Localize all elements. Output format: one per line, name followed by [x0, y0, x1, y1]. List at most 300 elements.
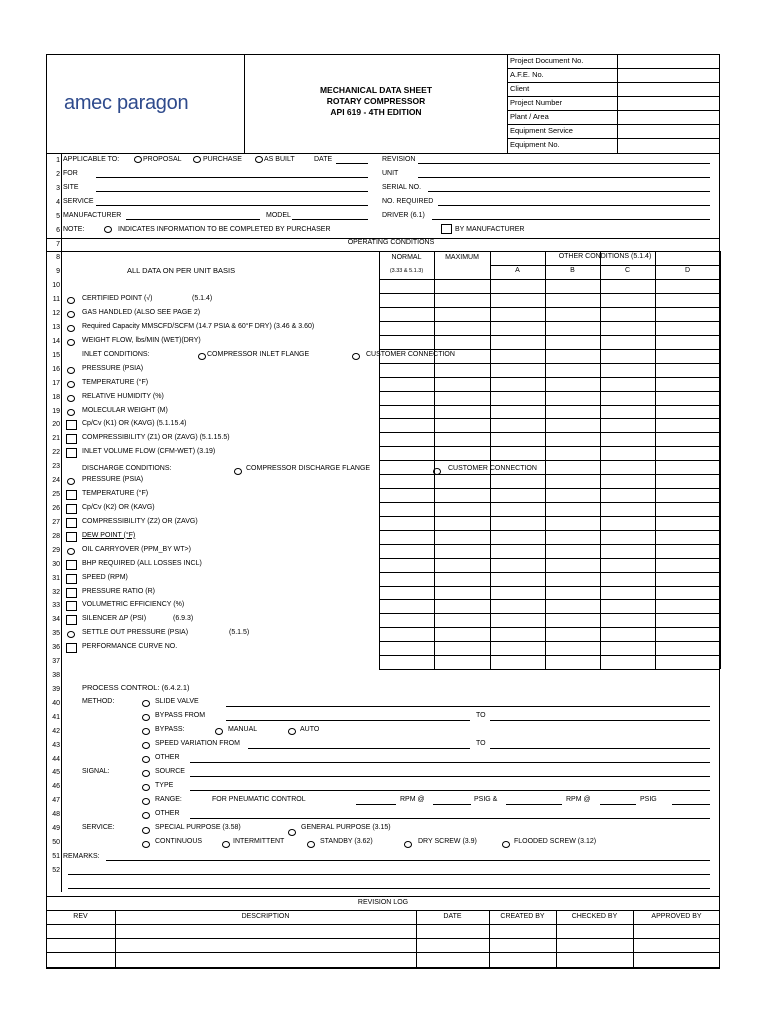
- as-built-radio[interactable]: [255, 156, 263, 163]
- data-cell[interactable]: [546, 587, 600, 599]
- discharge-customer-label: CUSTOMER CONNECTION: [448, 465, 537, 472]
- data-cell[interactable]: [435, 294, 490, 306]
- data-cell[interactable]: [491, 475, 545, 487]
- data-cell[interactable]: [546, 628, 600, 640]
- data-cell[interactable]: [491, 489, 545, 501]
- manufacturer-indicator-icon[interactable]: [66, 448, 77, 458]
- data-cell[interactable]: [601, 280, 655, 292]
- data-cell[interactable]: [546, 378, 600, 390]
- data-cell[interactable]: [435, 364, 490, 376]
- proposal-label: PROPOSAL: [143, 156, 182, 163]
- data-cell[interactable]: [601, 419, 655, 431]
- data-cell[interactable]: [380, 280, 434, 292]
- continuous-radio[interactable]: [142, 841, 150, 848]
- data-cell[interactable]: [491, 364, 545, 376]
- data-cell[interactable]: [546, 573, 600, 585]
- range-rpm-2-field[interactable]: [506, 804, 562, 805]
- data-cell[interactable]: [380, 628, 434, 640]
- date-label: DATE: [314, 156, 333, 163]
- data-cell[interactable]: [435, 559, 490, 571]
- data-cell[interactable]: [601, 475, 655, 487]
- serial-no-field[interactable]: [428, 191, 710, 192]
- data-cell[interactable]: [435, 308, 490, 320]
- data-cell[interactable]: [380, 587, 434, 599]
- title-line: ROTARY COMPRESSOR: [326, 96, 426, 106]
- line-number: 33: [52, 602, 60, 610]
- data-cell[interactable]: [601, 336, 655, 348]
- line-number: 9: [56, 268, 60, 276]
- revision-log-cell[interactable]: [417, 939, 489, 952]
- data-cell[interactable]: [601, 433, 655, 445]
- source-field[interactable]: [190, 776, 710, 777]
- data-cell[interactable]: [435, 600, 490, 612]
- data-cell[interactable]: [435, 280, 490, 292]
- data-cell[interactable]: [380, 531, 434, 543]
- date-field[interactable]: [336, 163, 368, 164]
- manual-label: MANUAL: [228, 726, 258, 733]
- data-cell[interactable]: [491, 559, 545, 571]
- data-cell[interactable]: [601, 656, 655, 668]
- manufacturer-indicator-icon[interactable]: [66, 532, 77, 542]
- data-cell[interactable]: [601, 503, 655, 515]
- data-cell[interactable]: [491, 392, 545, 404]
- data-cell[interactable]: [601, 628, 655, 640]
- line-number: 39: [52, 685, 60, 693]
- data-cell[interactable]: [491, 600, 545, 612]
- special-purpose-radio[interactable]: [142, 827, 150, 834]
- manufacturer-indicator-icon[interactable]: [66, 588, 77, 598]
- revision-field[interactable]: [418, 163, 710, 164]
- data-cell[interactable]: [380, 322, 434, 334]
- data-cell[interactable]: [380, 378, 434, 390]
- data-cell[interactable]: [380, 392, 434, 404]
- data-cell[interactable]: [601, 406, 655, 418]
- bypass-label: BYPASS:: [155, 726, 185, 733]
- revision-log-cell[interactable]: [47, 939, 115, 952]
- data-cell[interactable]: [546, 336, 600, 348]
- line-number: 40: [52, 699, 60, 707]
- line-number: 2: [56, 170, 60, 178]
- data-cell[interactable]: [546, 406, 600, 418]
- speed-variation-from-field[interactable]: [248, 748, 470, 749]
- inlet-customer-radio[interactable]: [352, 353, 360, 360]
- data-cell[interactable]: [491, 308, 545, 320]
- manufacturer-indicator-icon[interactable]: [66, 601, 77, 611]
- data-cell[interactable]: [656, 392, 720, 404]
- data-cell[interactable]: [546, 614, 600, 626]
- range-psig-1-field[interactable]: [433, 804, 471, 805]
- data-cell[interactable]: [656, 280, 720, 292]
- data-cell[interactable]: [656, 587, 720, 599]
- service-field[interactable]: [96, 205, 368, 206]
- data-cell[interactable]: [656, 642, 720, 654]
- data-cell[interactable]: [546, 545, 600, 557]
- data-cell[interactable]: [491, 322, 545, 334]
- data-cell[interactable]: [546, 642, 600, 654]
- data-cell[interactable]: [546, 517, 600, 529]
- data-cell[interactable]: [546, 489, 600, 501]
- data-cell[interactable]: [546, 392, 600, 404]
- col-c-header: C: [624, 267, 631, 274]
- revision-log-cell[interactable]: [116, 953, 416, 968]
- data-cell[interactable]: [435, 587, 490, 599]
- parameter-label: COMPRESSIBILITY (Z2) OR (ZAVG): [82, 517, 198, 525]
- range-radio[interactable]: [142, 798, 150, 805]
- line-number: 45: [52, 769, 60, 777]
- data-cell[interactable]: [656, 336, 720, 348]
- data-cell[interactable]: [435, 531, 490, 543]
- data-cell[interactable]: [546, 656, 600, 668]
- data-cell[interactable]: [601, 378, 655, 390]
- data-cell[interactable]: [491, 545, 545, 557]
- proposal-radio[interactable]: [134, 156, 142, 163]
- manufacturer-indicator-icon[interactable]: [66, 615, 77, 625]
- data-cell[interactable]: [491, 642, 545, 654]
- data-cell[interactable]: [380, 433, 434, 445]
- data-cell[interactable]: [380, 614, 434, 626]
- line-number: 10: [52, 282, 60, 290]
- revision-log-cell[interactable]: [557, 925, 633, 938]
- purchaser-indicator-icon[interactable]: [67, 367, 75, 374]
- data-cell[interactable]: [380, 294, 434, 306]
- data-cell[interactable]: [656, 656, 720, 668]
- unit-field[interactable]: [418, 177, 710, 178]
- data-cell[interactable]: [656, 545, 720, 557]
- data-cell[interactable]: [601, 447, 655, 459]
- data-cell[interactable]: [656, 573, 720, 585]
- data-cell[interactable]: [435, 433, 490, 445]
- data-cell[interactable]: [435, 614, 490, 626]
- manufacturer-indicator-icon[interactable]: [66, 518, 77, 528]
- revision-log-cell[interactable]: [557, 939, 633, 952]
- discharge-conditions-label: DISCHARGE CONDITIONS:: [82, 465, 172, 472]
- data-cell[interactable]: [380, 489, 434, 501]
- revision-log-header: REV: [73, 913, 88, 920]
- manual-radio[interactable]: [215, 728, 223, 735]
- parameter-ref: (5.1.4): [192, 295, 213, 303]
- data-cell[interactable]: [656, 364, 720, 376]
- revision-log-cell[interactable]: [490, 939, 556, 952]
- method-other-label: OTHER: [155, 754, 180, 761]
- line-number: 38: [52, 672, 60, 680]
- data-cell[interactable]: [601, 364, 655, 376]
- info-label: Project Document No.: [510, 56, 584, 65]
- signal-other-field[interactable]: [190, 818, 710, 819]
- data-cell[interactable]: [435, 545, 490, 557]
- slide-valve-field[interactable]: [226, 706, 710, 707]
- info-value-field[interactable]: [618, 110, 720, 124]
- standby-radio[interactable]: [307, 841, 315, 848]
- data-cell[interactable]: [546, 322, 600, 334]
- info-value-field[interactable]: [618, 54, 720, 68]
- type-field[interactable]: [190, 790, 710, 791]
- data-cell[interactable]: [656, 378, 720, 390]
- info-value-field[interactable]: [618, 68, 720, 82]
- revision-log-cell[interactable]: [634, 925, 720, 938]
- manufacturer-label: MANUFACTURER: [63, 212, 122, 219]
- range-extra-field[interactable]: [672, 804, 710, 805]
- data-cell[interactable]: [656, 294, 720, 306]
- bypass-from-field[interactable]: [226, 720, 470, 721]
- remarks-field-1[interactable]: [106, 860, 710, 861]
- no-required-label: NO. REQUIRED: [382, 198, 434, 205]
- data-cell[interactable]: [435, 503, 490, 515]
- line-number: 6: [56, 226, 60, 234]
- line-number: 20: [52, 421, 60, 429]
- manufacturer-indicator-icon[interactable]: [66, 420, 77, 430]
- driver-field[interactable]: [432, 219, 710, 220]
- revision-log-cell[interactable]: [557, 953, 633, 968]
- data-cell[interactable]: [435, 322, 490, 334]
- data-cell[interactable]: [491, 656, 545, 668]
- manufacturer-indicator-icon[interactable]: [66, 504, 77, 514]
- data-cell[interactable]: [656, 406, 720, 418]
- remarks-field-2[interactable]: [68, 874, 710, 875]
- discharge-customer-radio[interactable]: [433, 468, 441, 475]
- revision-log-cell[interactable]: [490, 925, 556, 938]
- purchaser-indicator-icon[interactable]: [67, 409, 75, 416]
- data-cell[interactable]: [546, 294, 600, 306]
- data-cell[interactable]: [546, 531, 600, 543]
- revision-log-cell[interactable]: [417, 953, 489, 968]
- data-cell[interactable]: [380, 308, 434, 320]
- for-field[interactable]: [96, 177, 368, 178]
- line-number: 50: [52, 839, 60, 847]
- data-cell[interactable]: [546, 433, 600, 445]
- source-radio[interactable]: [142, 770, 150, 777]
- data-cell[interactable]: [601, 614, 655, 626]
- speed-variation-to-field[interactable]: [490, 748, 710, 749]
- parameter-label: RELATIVE HUMIDITY (%): [82, 392, 164, 400]
- purchaser-indicator-icon[interactable]: [67, 548, 75, 555]
- signal-other-label: OTHER: [155, 810, 180, 817]
- data-cell[interactable]: [546, 503, 600, 515]
- line-number: 43: [52, 741, 60, 749]
- data-cell[interactable]: [601, 642, 655, 654]
- revision-log-cell[interactable]: [490, 953, 556, 968]
- data-cell[interactable]: [546, 600, 600, 612]
- data-cell[interactable]: [656, 322, 720, 334]
- data-cell[interactable]: [656, 489, 720, 501]
- data-cell[interactable]: [491, 447, 545, 459]
- manufacturer-indicator-icon[interactable]: [66, 490, 77, 500]
- data-cell[interactable]: [491, 406, 545, 418]
- bypass-to-label: TO: [476, 712, 486, 719]
- data-cell[interactable]: [491, 433, 545, 445]
- data-cell[interactable]: [546, 475, 600, 487]
- data-cell[interactable]: [601, 545, 655, 557]
- inlet-flange-radio[interactable]: [198, 353, 206, 360]
- data-cell[interactable]: [491, 628, 545, 640]
- data-cell[interactable]: [380, 475, 434, 487]
- data-cell[interactable]: [491, 614, 545, 626]
- manufacturer-field[interactable]: [126, 219, 260, 220]
- line-number: 14: [52, 337, 60, 345]
- data-cell[interactable]: [601, 322, 655, 334]
- data-cell[interactable]: [656, 419, 720, 431]
- data-cell[interactable]: [491, 294, 545, 306]
- data-cell[interactable]: [656, 614, 720, 626]
- data-cell[interactable]: [380, 364, 434, 376]
- parameter-label: COMPRESSIBILITY (Z1) OR (ZAVG) (5.1.15.5): [82, 434, 230, 442]
- intermittent-radio[interactable]: [222, 841, 230, 848]
- data-cell[interactable]: [656, 308, 720, 320]
- bypass-from-radio[interactable]: [142, 714, 150, 721]
- data-cell[interactable]: [380, 545, 434, 557]
- revision-log-cell[interactable]: [47, 953, 115, 968]
- data-cell[interactable]: [656, 447, 720, 459]
- title-line: API 619 - 4TH EDITION: [330, 107, 422, 117]
- revision-log-cell[interactable]: [116, 939, 416, 952]
- data-cell[interactable]: [656, 517, 720, 529]
- purchaser-indicator-icon[interactable]: [67, 325, 75, 332]
- data-cell[interactable]: [546, 447, 600, 459]
- data-cell[interactable]: [435, 447, 490, 459]
- info-label: A.F.E. No.: [510, 70, 544, 79]
- data-cell[interactable]: [656, 628, 720, 640]
- data-cell[interactable]: [601, 573, 655, 585]
- line-number: 44: [52, 755, 60, 763]
- data-cell[interactable]: [435, 489, 490, 501]
- general-purpose-label: GENERAL PURPOSE (3.15): [301, 824, 391, 831]
- data-cell[interactable]: [491, 573, 545, 585]
- method-other-field[interactable]: [190, 762, 710, 763]
- purchaser-indicator-icon[interactable]: [67, 395, 75, 402]
- data-cell[interactable]: [656, 559, 720, 571]
- data-cell[interactable]: [601, 559, 655, 571]
- data-cell[interactable]: [435, 628, 490, 640]
- data-cell[interactable]: [380, 503, 434, 515]
- data-cell[interactable]: [491, 531, 545, 543]
- data-cell[interactable]: [656, 503, 720, 515]
- revision-log-cell[interactable]: [116, 925, 416, 938]
- data-cell[interactable]: [601, 600, 655, 612]
- data-cell[interactable]: [546, 280, 600, 292]
- data-cell[interactable]: [380, 517, 434, 529]
- data-cell[interactable]: [656, 475, 720, 487]
- data-cell[interactable]: [601, 308, 655, 320]
- range-psig-2-field[interactable]: [600, 804, 636, 805]
- data-cell[interactable]: [435, 336, 490, 348]
- no-required-field[interactable]: [438, 205, 710, 206]
- range-rpm-1-field[interactable]: [356, 804, 396, 805]
- speed-variation-radio[interactable]: [142, 742, 150, 749]
- data-cell[interactable]: [491, 419, 545, 431]
- revision-log-cell[interactable]: [634, 953, 720, 968]
- data-cell[interactable]: [435, 419, 490, 431]
- data-cell[interactable]: [435, 378, 490, 390]
- type-radio[interactable]: [142, 784, 150, 791]
- auto-radio[interactable]: [288, 728, 296, 735]
- line-number: 21: [52, 435, 60, 443]
- manufacturer-indicator-icon[interactable]: [66, 643, 77, 653]
- dry-screw-radio[interactable]: [404, 841, 412, 848]
- data-cell[interactable]: [435, 656, 490, 668]
- data-cell[interactable]: [491, 280, 545, 292]
- info-value-field[interactable]: [618, 96, 720, 110]
- data-cell[interactable]: [491, 503, 545, 515]
- info-value-field[interactable]: [618, 124, 720, 138]
- data-cell[interactable]: [656, 531, 720, 543]
- data-cell[interactable]: [601, 489, 655, 501]
- data-cell[interactable]: [380, 656, 434, 668]
- data-cell[interactable]: [491, 587, 545, 599]
- data-cell[interactable]: [601, 531, 655, 543]
- bypass-radio[interactable]: [142, 728, 150, 735]
- remarks-field-3[interactable]: [68, 888, 710, 889]
- data-cell[interactable]: [435, 517, 490, 529]
- data-cell[interactable]: [491, 336, 545, 348]
- data-cell[interactable]: [435, 406, 490, 418]
- line-number: 37: [52, 658, 60, 666]
- note-label: NOTE:: [63, 226, 85, 233]
- purchaser-indicator-icon[interactable]: [67, 381, 75, 388]
- manufacturer-indicator-icon[interactable]: [66, 434, 77, 444]
- info-value-field[interactable]: [618, 138, 720, 152]
- signal-other-radio[interactable]: [142, 812, 150, 819]
- manufacturer-indicator-icon[interactable]: [66, 560, 77, 570]
- discharge-flange-radio[interactable]: [234, 468, 242, 475]
- data-cell[interactable]: [601, 587, 655, 599]
- data-cell[interactable]: [380, 573, 434, 585]
- slide-valve-radio[interactable]: [142, 700, 150, 707]
- inlet-customer-label: CUSTOMER CONNECTION: [366, 351, 455, 358]
- site-field[interactable]: [96, 191, 368, 192]
- revision-log-cell[interactable]: [634, 939, 720, 952]
- data-cell[interactable]: [435, 573, 490, 585]
- bypass-from-label: BYPASS FROM: [155, 712, 206, 719]
- data-cell[interactable]: [601, 294, 655, 306]
- data-cell[interactable]: [380, 600, 434, 612]
- data-cell[interactable]: [380, 642, 434, 654]
- parameter-label: TEMPERATURE (°F): [82, 490, 149, 498]
- data-cell[interactable]: [380, 447, 434, 459]
- general-purpose-radio[interactable]: [288, 829, 296, 836]
- data-cell[interactable]: [546, 364, 600, 376]
- data-cell[interactable]: [656, 433, 720, 445]
- data-cell[interactable]: [491, 517, 545, 529]
- parameter-label: SETTLE OUT PRESSURE (PSIA): [82, 629, 189, 637]
- revision-log-cell[interactable]: [417, 925, 489, 938]
- method-other-radio[interactable]: [142, 756, 150, 763]
- data-cell[interactable]: [380, 559, 434, 571]
- data-cell[interactable]: [380, 336, 434, 348]
- data-cell[interactable]: [435, 392, 490, 404]
- data-cell[interactable]: [601, 517, 655, 529]
- data-cell[interactable]: [380, 419, 434, 431]
- manufacturer-indicator-icon[interactable]: [66, 574, 77, 584]
- flooded-screw-radio[interactable]: [502, 841, 510, 848]
- revision-log-cell[interactable]: [47, 925, 115, 938]
- data-cell[interactable]: [380, 406, 434, 418]
- inlet-flange-label: COMPRESSOR INLET FLANGE: [207, 351, 310, 358]
- bypass-to-field[interactable]: [490, 720, 710, 721]
- data-cell[interactable]: [435, 642, 490, 654]
- revision-log-header: APPROVED BY: [651, 913, 702, 920]
- line-number: 51: [52, 853, 60, 860]
- data-cell[interactable]: [435, 475, 490, 487]
- purchase-radio[interactable]: [193, 156, 201, 163]
- info-value-field[interactable]: [618, 82, 720, 96]
- data-cell[interactable]: [601, 392, 655, 404]
- purchaser-indicator-icon[interactable]: [67, 339, 75, 346]
- data-cell[interactable]: [491, 378, 545, 390]
- data-cell[interactable]: [546, 419, 600, 431]
- data-cell[interactable]: [546, 559, 600, 571]
- model-field[interactable]: [292, 219, 368, 220]
- data-cell[interactable]: [656, 600, 720, 612]
- data-cell[interactable]: [546, 308, 600, 320]
